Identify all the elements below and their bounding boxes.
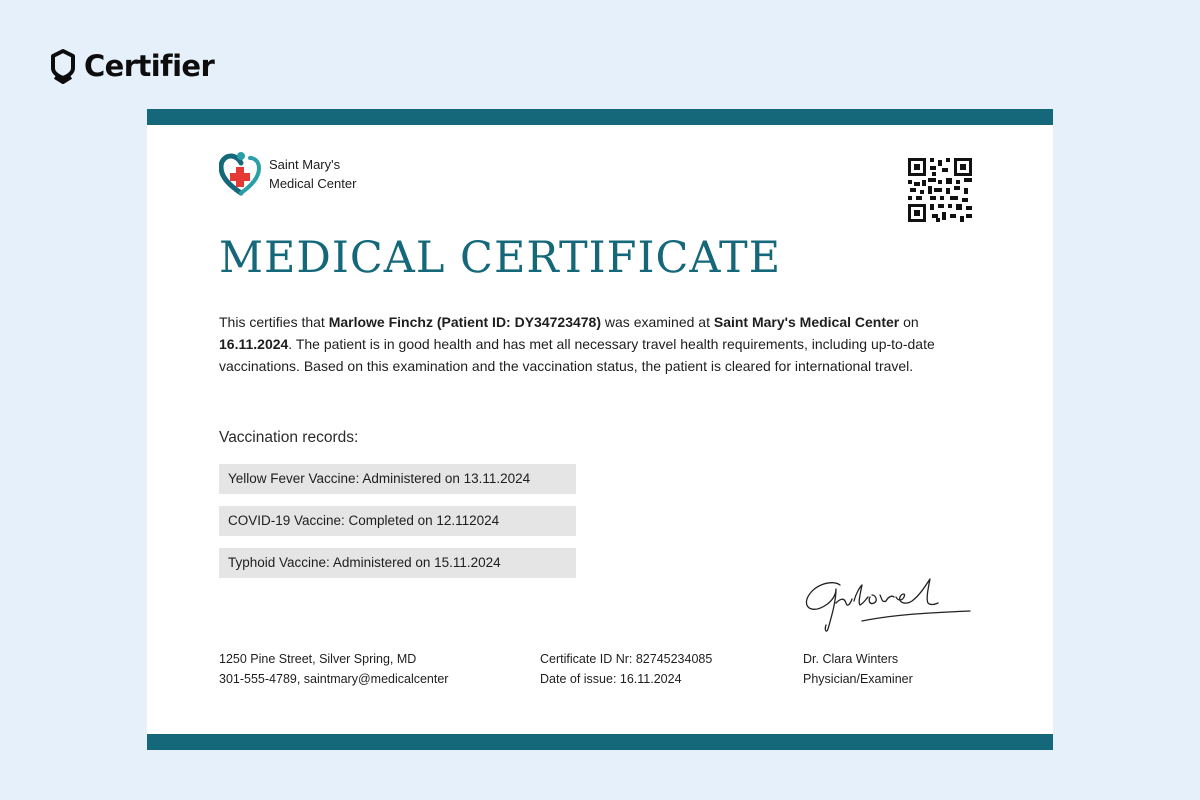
statement-text: on	[899, 314, 919, 330]
brand-name: Certifier	[84, 49, 215, 83]
statement-text: This certifies that	[219, 314, 329, 330]
bottom-band	[147, 734, 1053, 750]
qr-code-icon	[908, 158, 972, 222]
address: 1250 Pine Street, Silver Spring, MD	[219, 652, 417, 666]
certifier-logo	[50, 48, 214, 84]
medical-center-name: Saint Mary's Medical Center	[713, 314, 900, 330]
issue-date: Date of issue: 16.11.2024	[540, 672, 682, 686]
certificate-statement	[219, 311, 959, 377]
certificate-card	[147, 109, 1053, 750]
hospital-name-line2: Medical Center	[269, 176, 357, 191]
contact: 301-555-4789, saintmary@medicalcenter	[219, 672, 449, 686]
doctor-name: Dr. Clara Winters	[803, 652, 899, 666]
qr-code	[908, 158, 972, 227]
exam-date: 16.11.2024	[219, 336, 289, 352]
vaccination-records	[219, 464, 576, 578]
certificate-id: Certificate ID Nr: 82745234085	[540, 652, 713, 666]
statement-text: . The patient is in good health and has met all necessary travel health requirements, including up-to-date vaccinations. Based on this examination and the vaccination status, the patient is cleared for international travel.	[219, 336, 935, 374]
vaccination-record: Yellow Fever Vaccine: Administered on 13.11.2024	[219, 464, 576, 494]
footer-address-block	[219, 649, 448, 689]
signature-image	[802, 575, 972, 635]
patient-info: Marlowe Finchz (Patient ID: DY34723478)	[328, 314, 602, 330]
heart-cross-icon	[219, 151, 263, 197]
vaccination-record: COVID-19 Vaccine: Completed on 12.112024	[219, 506, 576, 536]
certifier-shield-icon	[50, 48, 76, 84]
hospital-name-line1: Saint Mary's	[269, 157, 341, 172]
doctor-role: Physician/Examiner	[803, 672, 913, 686]
top-band	[147, 109, 1053, 125]
certificate-title: MEDICAL CERTIFICATE	[219, 233, 782, 283]
statement-text: was examined at	[601, 314, 714, 330]
footer-doctor-block	[803, 649, 913, 689]
vaccination-heading: Vaccination records:	[219, 429, 359, 446]
signature	[802, 575, 972, 640]
hospital-logo	[219, 151, 356, 197]
vaccination-record: Typhoid Vaccine: Administered on 15.11.2024	[219, 548, 576, 578]
footer-certificate-block	[540, 649, 712, 689]
